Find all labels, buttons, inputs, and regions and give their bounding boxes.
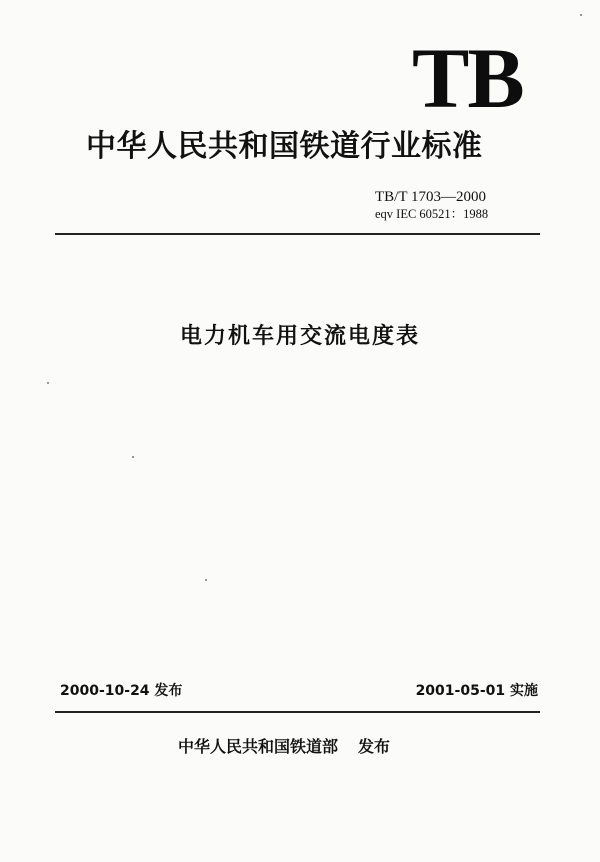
org-title: 中华人民共和国铁道行业标准	[86, 129, 483, 164]
equivalent-standard: eqv IEC 60521：1988	[375, 207, 489, 221]
document-title: 电力机车用交流电度表	[179, 324, 420, 349]
publisher-line	[178, 736, 390, 758]
scan-speck	[47, 382, 49, 384]
publisher-name: 中华人民共和国铁道部	[178, 737, 339, 756]
bottom-divider	[55, 711, 540, 713]
scan-speck	[580, 14, 582, 16]
tb-logo: TB	[412, 30, 523, 126]
issue-date: 2000-10-24 发布	[60, 683, 183, 699]
top-divider	[55, 233, 540, 235]
publisher-action: 发布	[358, 737, 391, 756]
scan-speck	[132, 456, 134, 458]
scan-speck	[205, 579, 207, 581]
standard-number: TB/T 1703—2000	[375, 189, 486, 205]
effective-date: 2001-05-01 实施	[415, 683, 538, 699]
